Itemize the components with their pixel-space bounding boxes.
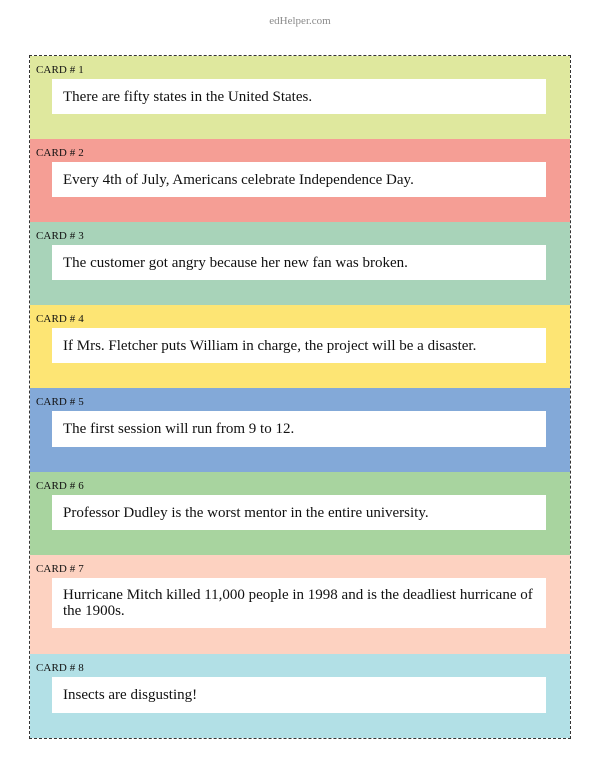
card-text: Every 4th of July, Americans celebrate Independence Day. bbox=[52, 162, 546, 197]
card-8 bbox=[30, 654, 570, 738]
card-label: CARD # 8 bbox=[36, 662, 84, 674]
card-label: CARD # 6 bbox=[36, 480, 84, 492]
card-text: Professor Dudley is the worst mentor in the entire university. bbox=[52, 495, 546, 530]
card-4 bbox=[30, 305, 570, 388]
card-label: CARD # 5 bbox=[36, 396, 84, 408]
card-label: CARD # 3 bbox=[36, 230, 84, 242]
card-text: There are fifty states in the United States. bbox=[52, 79, 546, 114]
card-7 bbox=[30, 555, 570, 654]
card-label: CARD # 4 bbox=[36, 313, 84, 325]
site-header: edHelper.com bbox=[269, 15, 331, 27]
card-6 bbox=[30, 472, 570, 555]
card-text: Insects are disgusting! bbox=[52, 677, 546, 713]
card-sheet bbox=[29, 55, 571, 739]
card-5 bbox=[30, 388, 570, 472]
card-2 bbox=[30, 139, 570, 222]
card-label: CARD # 1 bbox=[36, 64, 84, 76]
card-text: If Mrs. Fletcher puts William in charge, the project will be a disaster. bbox=[52, 328, 546, 363]
card-text: Hurricane Mitch killed 11,000 people in 1998 and is the deadliest hurricane of the 1900s. bbox=[52, 578, 546, 628]
card-label: CARD # 7 bbox=[36, 563, 84, 575]
card-1 bbox=[30, 56, 570, 139]
card-3 bbox=[30, 222, 570, 305]
card-text: The first session will run from 9 to 12. bbox=[52, 411, 546, 447]
card-label: CARD # 2 bbox=[36, 147, 84, 159]
card-text: The customer got angry because her new fan was broken. bbox=[52, 245, 546, 280]
